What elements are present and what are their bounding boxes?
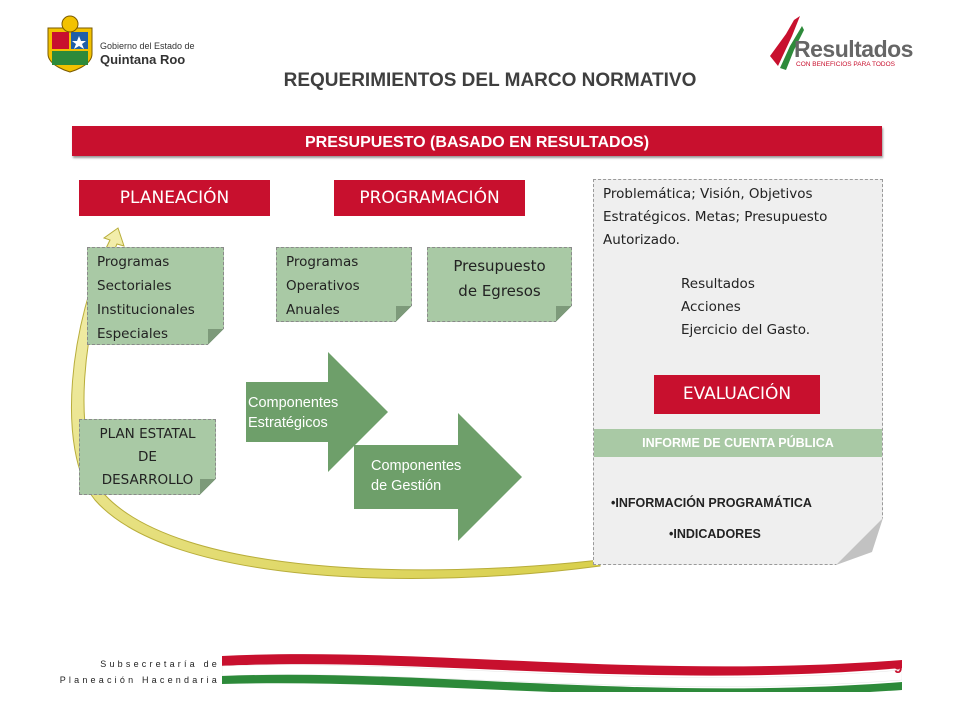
gov-name-line1: Gobierno del Estado de [100,41,195,51]
subsecretaria-line1: Subsecretaría de [100,659,220,669]
panel-item: Resultados [681,276,755,292]
informe-cuenta-publica: INFORME DE CUENTA PÚBLICA [594,429,882,457]
government-logo [44,14,214,78]
componentes-gestion-text [371,456,461,496]
panel-intro-line: Problemática; Visión, Objetivos [603,186,813,202]
gov-name-line2: Quintana Roo [100,52,186,67]
resultados-logo-tagline: CON BENEFICIOS PARA TODOS [796,61,895,68]
page-title: REQUERIMIENTOS DEL MARCO NORMATIVO [283,70,697,91]
note-line: Anuales [286,302,340,318]
resultados-logo [766,14,913,72]
panel-intro-line: Estratégicos. Metas; Presupuesto [603,209,828,225]
panel-intro-line: Autorizado. [603,232,680,248]
note-line: DE [138,449,157,465]
page-fold-icon [200,479,216,495]
evaluacion-label: EVALUACIÓN [654,375,820,414]
programacion-label: PROGRAMACIÓN [334,180,525,216]
arrow-text-line: Estratégicos [248,415,328,431]
note-line: Presupuesto [453,257,546,275]
note-line: Operativos [286,278,360,294]
plan-estatal-note [79,419,216,495]
page-number: 9 [894,660,903,677]
programas-sectoriales-note [87,247,224,345]
note-line: PLAN ESTATAL [99,426,196,442]
programas-operativos-note [276,247,412,322]
panel-items [681,273,871,342]
resultados-logo-title: Resultados [794,36,913,62]
note-line: Institucionales [97,302,195,318]
page-fold-icon [208,329,224,345]
arrow-text-line: Componentes [371,458,462,474]
planeacion-label: PLANEACIÓN [79,180,270,216]
note-line: Programas [286,254,359,270]
note-line: Sectoriales [97,278,172,294]
note-line: Programas [97,254,170,270]
footer-ribbon [222,650,902,692]
panel-item: Acciones [681,299,741,315]
note-line: Especiales [97,326,168,342]
subsecretaria-line2: Planeación Hacendaria [59,675,220,685]
componentes-estrategicos-text [248,393,338,433]
arrow-text-line: de Gestión [371,478,442,494]
note-line: de Egresos [458,282,541,300]
presupuesto-banner: PRESUPUESTO (BASADO EN RESULTADOS) [72,126,882,156]
bullet-indicadores: •INDICADORES [669,527,761,541]
panel-item: Ejercicio del Gasto. [681,322,811,338]
page-fold-icon [556,306,572,322]
arrow-text-line: Componentes [248,395,339,411]
page-fold-icon [396,306,412,322]
panel-intro [603,183,879,252]
coat-of-arms-icon [44,14,96,74]
note-line: DESARROLLO [101,472,194,488]
presupuesto-egresos-note [427,247,572,322]
panel-page-fold-icon [836,518,884,566]
subsecretaria-label [40,656,220,688]
bullet-informacion-programatica: •INFORMACIÓN PROGRAMÁTICA [611,496,812,510]
